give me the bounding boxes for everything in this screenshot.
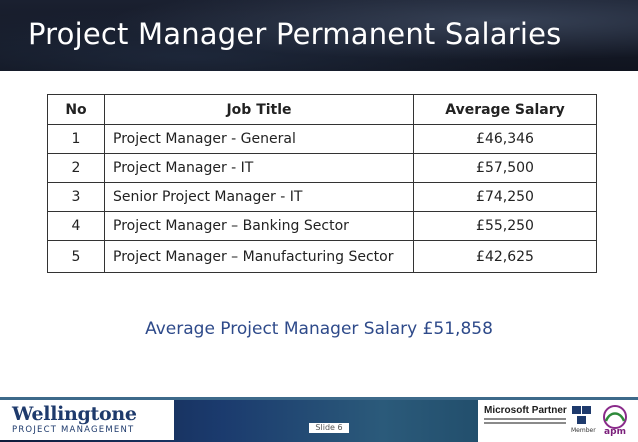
partner-logos	[478, 400, 638, 442]
logo-wordmark: Wellingtone	[12, 403, 137, 425]
microsoft-partner-logo: Microsoft Partner	[484, 405, 567, 416]
row-number: 2	[48, 154, 105, 183]
row-number: 3	[48, 183, 105, 212]
row-number: 4	[48, 212, 105, 241]
table-header-row	[48, 95, 597, 125]
salary-table	[47, 94, 597, 273]
slide-title: Project Manager Permanent Salaries	[28, 17, 562, 51]
row-salary: £46,346	[414, 125, 597, 154]
row-salary: £42,625	[414, 241, 597, 273]
slide-number: Slide 6	[309, 423, 349, 433]
row-number: 1	[48, 125, 105, 154]
wellingtone-logo	[0, 400, 174, 440]
rec-member-icon	[571, 404, 593, 426]
row-salary: £55,250	[414, 212, 597, 241]
table-row	[48, 125, 597, 154]
header-no: No	[48, 95, 105, 125]
rec-member-label: Member	[571, 427, 596, 434]
title-banner	[0, 0, 638, 71]
apm-icon	[600, 403, 630, 437]
microsoft-partner-subtext	[484, 418, 566, 426]
table-row	[48, 183, 597, 212]
row-salary: £74,250	[414, 183, 597, 212]
logo-tagline: PROJECT MANAGEMENT	[12, 425, 135, 435]
row-job-title: Project Manager - IT	[105, 154, 414, 183]
header-job-title: Job Title	[105, 95, 414, 125]
table-row	[48, 212, 597, 241]
row-salary: £57,500	[414, 154, 597, 183]
header-average-salary: Average Salary	[414, 95, 597, 125]
svg-text:apm: apm	[604, 427, 626, 437]
average-salary-summary: Average Project Manager Salary £51,858	[145, 319, 493, 339]
row-job-title: Senior Project Manager - IT	[105, 183, 414, 212]
row-job-title: Project Manager – Banking Sector	[105, 212, 414, 241]
table-row	[48, 154, 597, 183]
row-job-title: Project Manager - General	[105, 125, 414, 154]
table-row	[48, 241, 597, 273]
row-job-title: Project Manager – Manufacturing Sector	[105, 241, 414, 273]
row-number: 5	[48, 241, 105, 273]
